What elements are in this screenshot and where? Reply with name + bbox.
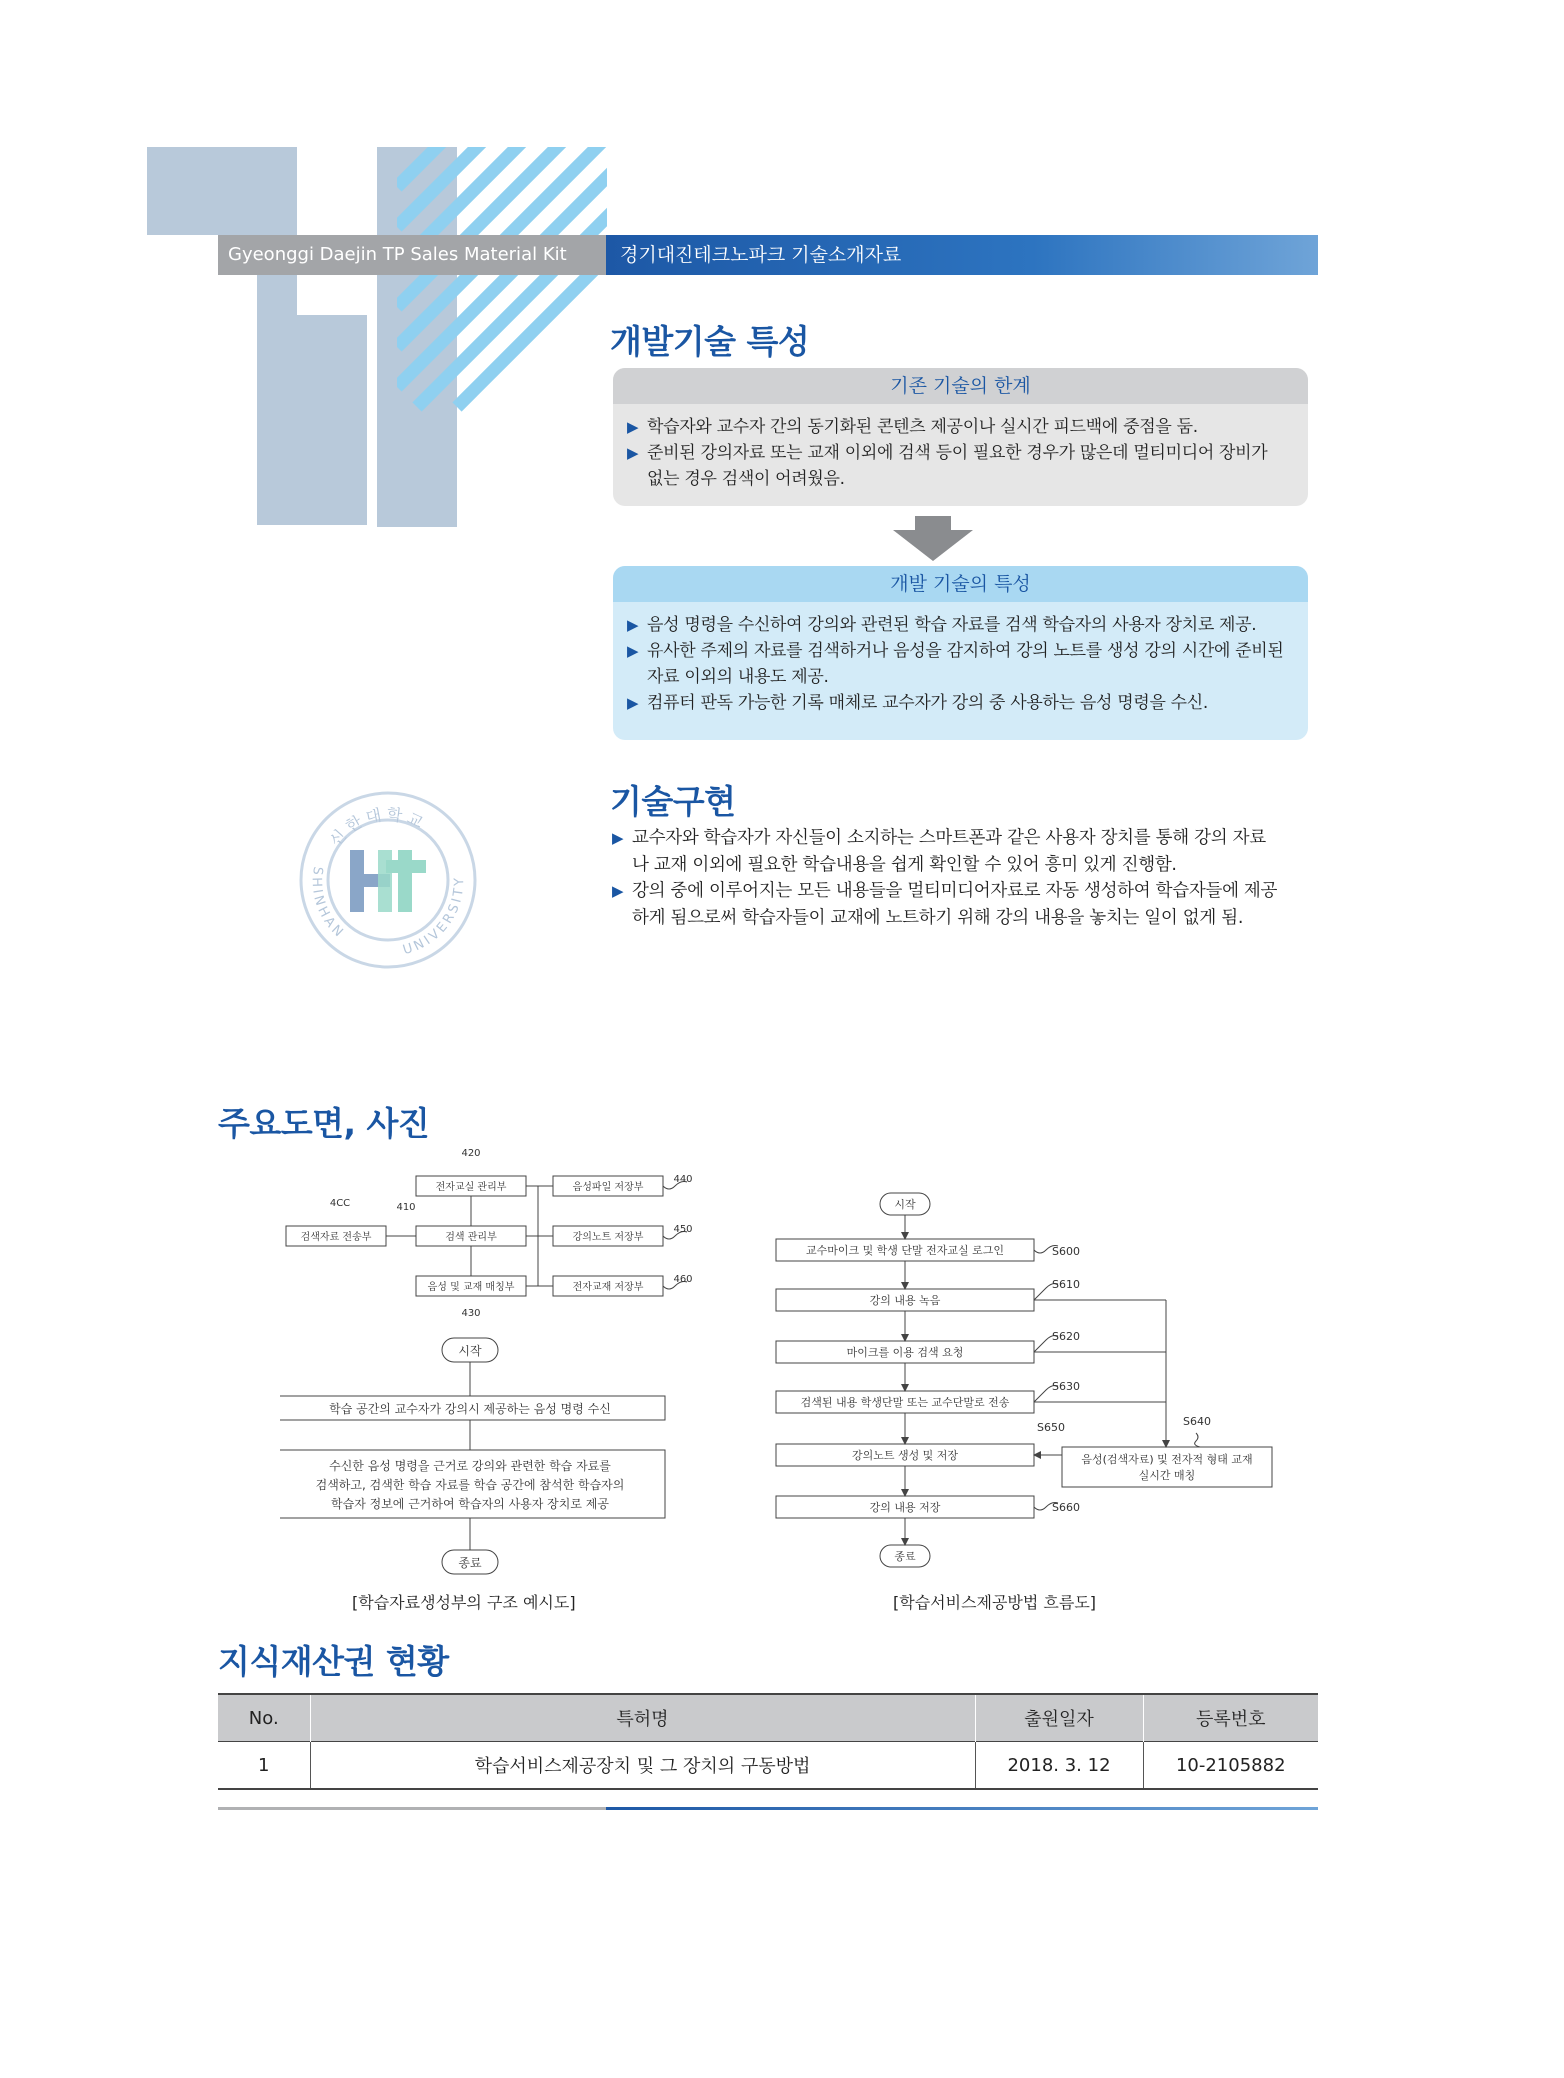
diagonal-stripes bbox=[397, 147, 607, 447]
right-figure-caption: [학습서비스제공방법 흐름도] bbox=[893, 1593, 1097, 1612]
left-figure-caption: [학습자료생성부의 구조 예시도] bbox=[352, 1593, 576, 1612]
new-features-box bbox=[613, 566, 1308, 740]
seal-english-left: SHINHAN bbox=[308, 865, 348, 943]
new-features-heading: 개발 기술의 특성 bbox=[613, 566, 1308, 602]
existing-limit-box bbox=[613, 368, 1308, 506]
new-features-item: ▶ 컴퓨터 판독 가능한 기록 매체로 교수자가 강의 중 사용하는 음성 명령을 수신. bbox=[627, 690, 1288, 716]
left-flow-step2-line2: 검색하고, 검색한 학습 자료를 학습 공간에 참석한 학습자의 bbox=[315, 1478, 625, 1492]
footer-divider-blue bbox=[606, 1807, 1318, 1810]
implementation-title: 기술구현 bbox=[610, 782, 736, 821]
figures-title: 주요도면, 사진 bbox=[218, 1104, 430, 1143]
implementation-item: ▶ 교수자와 학습자가 자신들이 소지하는 스마트폰과 같은 사용자 장치를 통해 강의 자료나 교재 이외에 필요한 학습내용을 쉽게 확인할 수 있어 흥미 있게 진행함. bbox=[612, 825, 1282, 878]
triangle-bullet-icon: ▶ bbox=[627, 616, 639, 634]
label-s660: S660 bbox=[1052, 1501, 1080, 1514]
block-450: 강의노트 저장부 bbox=[572, 1232, 644, 1243]
existing-limit-item: ▶ 학습자와 교수자 간의 동기화된 콘텐츠 제공이나 실시간 피드백에 중점을 둠. bbox=[627, 414, 1288, 440]
existing-limit-heading: 기존 기술의 한계 bbox=[613, 368, 1308, 404]
seal-korean-text: 신한대학교 bbox=[325, 804, 430, 851]
block-400: 검색자료 전송부 bbox=[300, 1232, 372, 1243]
ref-440: 440 bbox=[673, 1174, 693, 1185]
step-s630: 검색된 내용 학생단말 또는 교수단말로 전송 bbox=[800, 1396, 1010, 1409]
ip-status-title: 지식재산권 현황 bbox=[218, 1642, 449, 1681]
label-s650: S650 bbox=[1037, 1421, 1065, 1434]
ref-400: 4CC bbox=[329, 1198, 351, 1209]
table-cell: 10-2105882 bbox=[1143, 1742, 1318, 1790]
block-410: 검색 관리부 bbox=[445, 1232, 497, 1243]
left-flow-step2-line3: 학습자 정보에 근거하여 학습자의 사용자 장치로 제공 bbox=[331, 1497, 609, 1511]
column-header: 출원일자 bbox=[975, 1694, 1143, 1742]
left-flow-step1: 학습 공간의 교수자가 강의시 제공하는 음성 명령 수신 bbox=[329, 1402, 611, 1416]
ref-410: 410 bbox=[396, 1202, 416, 1213]
ref-460: 460 bbox=[673, 1274, 693, 1285]
left-flow-step2-line1: 수신한 음성 명령을 근거로 강의와 관련한 학습 자료를 bbox=[329, 1459, 611, 1473]
dev-features-title: 개발기술 특성 bbox=[610, 322, 810, 361]
block-420: 전자교실 관리부 bbox=[435, 1182, 507, 1193]
ip-status-table bbox=[218, 1693, 1318, 1790]
label-s610: S610 bbox=[1052, 1278, 1080, 1291]
label-s600: S600 bbox=[1052, 1245, 1080, 1258]
label-s630: S630 bbox=[1052, 1380, 1080, 1393]
implementation-item: ▶ 강의 중에 이루어지는 모든 내용들을 멀티미디어자료로 자동 생성하여 학습자들에 제공하게 됨으로써 학습자들이 교재에 노트하기 위해 강의 내용을 놓치는 일이 없게 됨. bbox=[612, 878, 1282, 931]
ref-450: 450 bbox=[673, 1224, 693, 1235]
step-s620: 마이크를 이용 검색 요청 bbox=[846, 1346, 964, 1359]
tp-logo-decoration bbox=[147, 147, 607, 527]
header-right-label: 경기대진테크노파크 기술소개자료 bbox=[606, 235, 1318, 275]
right-flow-end: 종료 bbox=[894, 1550, 916, 1563]
block-430: 음성 및 교재 매칭부 bbox=[427, 1282, 515, 1293]
left-flow-end: 종료 bbox=[458, 1556, 482, 1570]
ref-420: 420 bbox=[461, 1148, 481, 1159]
column-header: 특허명 bbox=[310, 1694, 975, 1742]
table-cell: 2018. 3. 12 bbox=[975, 1742, 1143, 1790]
table-row bbox=[218, 1742, 1318, 1790]
step-s650: 강의노트 생성 및 저장 bbox=[851, 1449, 959, 1462]
table-header-row bbox=[218, 1694, 1318, 1742]
right-flow-start: 시작 bbox=[894, 1198, 916, 1211]
table-cell: 1 bbox=[258, 1754, 270, 1776]
seal-english-right: UNIVERSITY bbox=[401, 874, 468, 959]
column-header: 등록번호 bbox=[1143, 1694, 1318, 1742]
svg-text:신한대학교 bbox=[326, 804, 430, 850]
triangle-bullet-icon: ▶ bbox=[627, 444, 639, 462]
service-flowchart bbox=[770, 1185, 1290, 1580]
left-flow-start: 시작 bbox=[458, 1344, 482, 1358]
triangle-bullet-icon: ▶ bbox=[627, 694, 639, 712]
column-header: No. bbox=[218, 1694, 310, 1742]
implementation-list bbox=[612, 825, 1282, 931]
new-features-item: ▶ 유사한 주제의 자료를 검색하거나 음성을 감지하여 강의 노트를 생성 강의 시간에 준비된 자료 이외의 내용도 제공. bbox=[627, 638, 1288, 690]
structure-diagram bbox=[280, 1140, 710, 1580]
triangle-bullet-icon: ▶ bbox=[627, 642, 639, 660]
block-460: 전자교재 저장부 bbox=[572, 1282, 644, 1293]
footer-divider-gray bbox=[218, 1807, 606, 1810]
triangle-bullet-icon: ▶ bbox=[612, 882, 624, 900]
header-left-label: Gyeonggi Daejin TP Sales Material Kit bbox=[218, 235, 606, 275]
block-440: 음성파일 저장부 bbox=[572, 1182, 644, 1193]
existing-limit-item: ▶ 준비된 강의자료 또는 교재 이외에 검색 등이 필요한 경우가 많은데 멀티미디어 장비가 없는 경우 검색이 어려웠음. bbox=[627, 440, 1288, 492]
triangle-bullet-icon: ▶ bbox=[627, 418, 639, 436]
step-s660: 강의 내용 저장 bbox=[869, 1501, 941, 1514]
ref-430: 430 bbox=[461, 1308, 481, 1319]
university-seal-logo bbox=[298, 790, 478, 970]
step-s640-line2: 실시간 매칭 bbox=[1138, 1469, 1196, 1482]
label-s620: S620 bbox=[1052, 1330, 1080, 1343]
step-s640-line1: 음성(검색자료) 및 전자적 형태 교재 bbox=[1081, 1453, 1253, 1466]
down-arrow-icon bbox=[893, 516, 973, 561]
step-s610: 강의 내용 녹음 bbox=[869, 1294, 941, 1307]
table-cell: 학습서비스제공장치 및 그 장치의 구동방법 bbox=[310, 1742, 975, 1790]
label-s640: S640 bbox=[1183, 1415, 1211, 1428]
triangle-bullet-icon: ▶ bbox=[612, 829, 624, 847]
step-s600: 교수마이크 및 학생 단말 전자교실 로그인 bbox=[805, 1244, 1005, 1257]
new-features-item: ▶ 음성 명령을 수신하여 강의와 관련된 학습 자료를 검색 학습자의 사용자 장치로 제공. bbox=[627, 612, 1288, 638]
